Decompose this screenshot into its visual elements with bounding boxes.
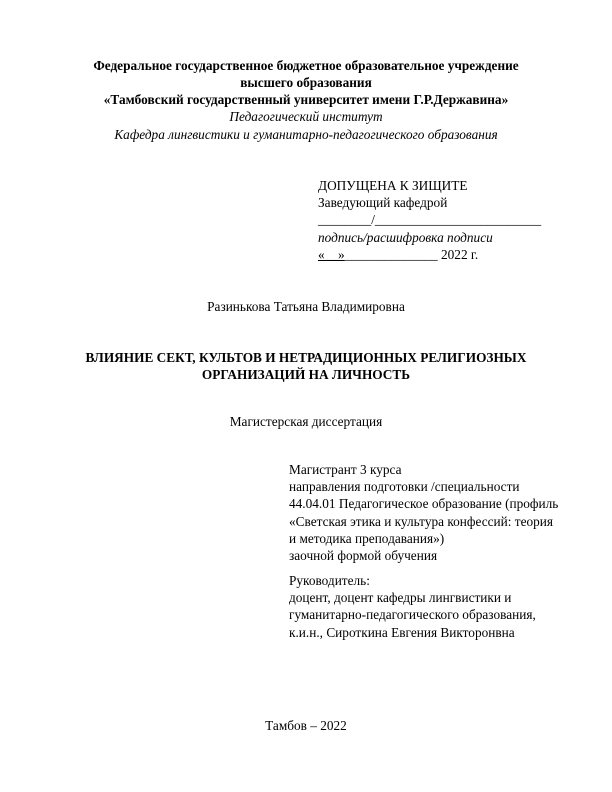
- supervisor-line-3: к.и.н., Сироткина Евгения Викторонвна: [289, 625, 515, 640]
- student-line-3: 44.04.01 Педагогическое образование (профиль: [289, 496, 559, 511]
- work-type: Магистерская диссертация: [229, 414, 383, 429]
- approval-signature-caption: подпись/расшифровка подписи: [318, 230, 493, 245]
- footer-city-year: Тамбов – 2022: [265, 718, 347, 733]
- approval-date-quote: «__»: [318, 247, 345, 262]
- approval-date-rest: ______________ 2022 г.: [344, 247, 479, 262]
- student-line-4: «Светская этика и культура конфессий: теория: [289, 514, 554, 529]
- student-line-2: направления подготовки /специальности: [289, 479, 520, 494]
- header-line-2: высшего образования: [240, 75, 372, 90]
- thesis-title-line-1: ВЛИЯНИЕ СЕКТ, КУЛЬТОВ И НЕТРАДИЦИОННЫХ РЕЛИГИОЗНЫХ: [85, 350, 527, 365]
- approval-role: Заведующий кафедрой: [318, 195, 448, 210]
- header-university: «Тамбовский государственный университет имени Г.Р.Державина»: [103, 92, 509, 107]
- header-department: Кафедра лингвистики и гуманитарно-педагогического образования: [114, 127, 498, 142]
- header-institute: Педагогический институт: [229, 109, 383, 124]
- thesis-title-line-2: ОРГАНИЗАЦИЙ НА ЛИЧНОСТЬ: [201, 367, 411, 382]
- student-line-6: заочной формой обучения: [289, 548, 438, 563]
- supervisor-line-1: доцент, доцент кафедры лингвистики и: [289, 590, 512, 605]
- student-line-5: и методика преподавания»): [289, 531, 445, 546]
- student-line-1: Магистрант 3 курса: [289, 462, 402, 477]
- supervisor-line-2: гуманитарно-педагогического образования,: [289, 607, 536, 622]
- header-line-1: Федеральное государственное бюджетное образовательное учреждение: [93, 58, 519, 73]
- approval-signature-line: ________/_________________________: [318, 212, 542, 227]
- approval-title: ДОПУЩЕНА К ЗИЩИТЕ: [318, 178, 468, 193]
- supervisor-label: Руководитель:: [289, 573, 370, 588]
- author-name: Разинькова Татьяна Владимировна: [207, 299, 405, 314]
- approval-date: [318, 247, 478, 263]
